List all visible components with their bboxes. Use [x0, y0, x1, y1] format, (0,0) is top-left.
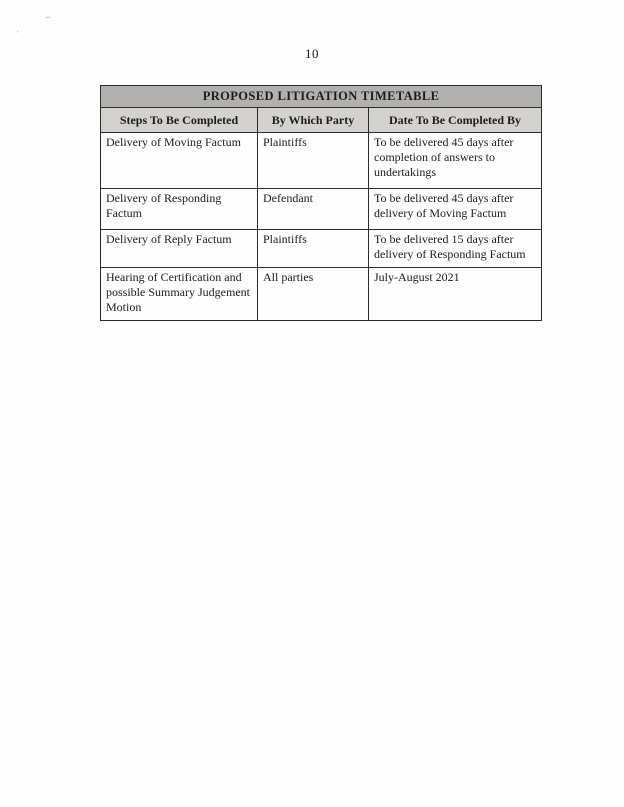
table-title: PROPOSED LITIGATION TIMETABLE [101, 86, 542, 108]
cell-party: Defendant [258, 189, 369, 230]
table-row [101, 230, 542, 268]
cell-step: Delivery of Moving Factum [101, 133, 258, 189]
cell-party: All parties [258, 268, 369, 321]
page-number: 10 [305, 46, 319, 61]
column-header-party: By Which Party [258, 108, 369, 133]
column-header-steps: Steps To Be Completed [101, 108, 258, 133]
table-row [101, 189, 542, 230]
scan-artifact-mark: ~ [45, 12, 51, 23]
litigation-timetable-table [100, 85, 542, 321]
table-row [101, 133, 542, 189]
scan-artifact-mark: ' [17, 30, 19, 38]
cell-step: Hearing of Certification and possible Summary Judgement Motion [101, 268, 258, 321]
cell-date: To be delivered 45 days after delivery of Moving Factum [369, 189, 542, 230]
cell-date: July-August 2021 [369, 268, 542, 321]
cell-party: Plaintiffs [258, 230, 369, 268]
table-row [101, 268, 542, 321]
table-header-row [101, 108, 542, 133]
cell-date: To be delivered 15 days after delivery of Responding Factum [369, 230, 542, 268]
cell-party: Plaintiffs [258, 133, 369, 189]
cell-step: Delivery of Reply Factum [101, 230, 258, 268]
cell-step: Delivery of Responding Factum [101, 189, 258, 230]
cell-date: To be delivered 45 days after completion of answers to undertakings [369, 133, 542, 189]
table-title-row [101, 86, 542, 108]
column-header-date: Date To Be Completed By [369, 108, 542, 133]
